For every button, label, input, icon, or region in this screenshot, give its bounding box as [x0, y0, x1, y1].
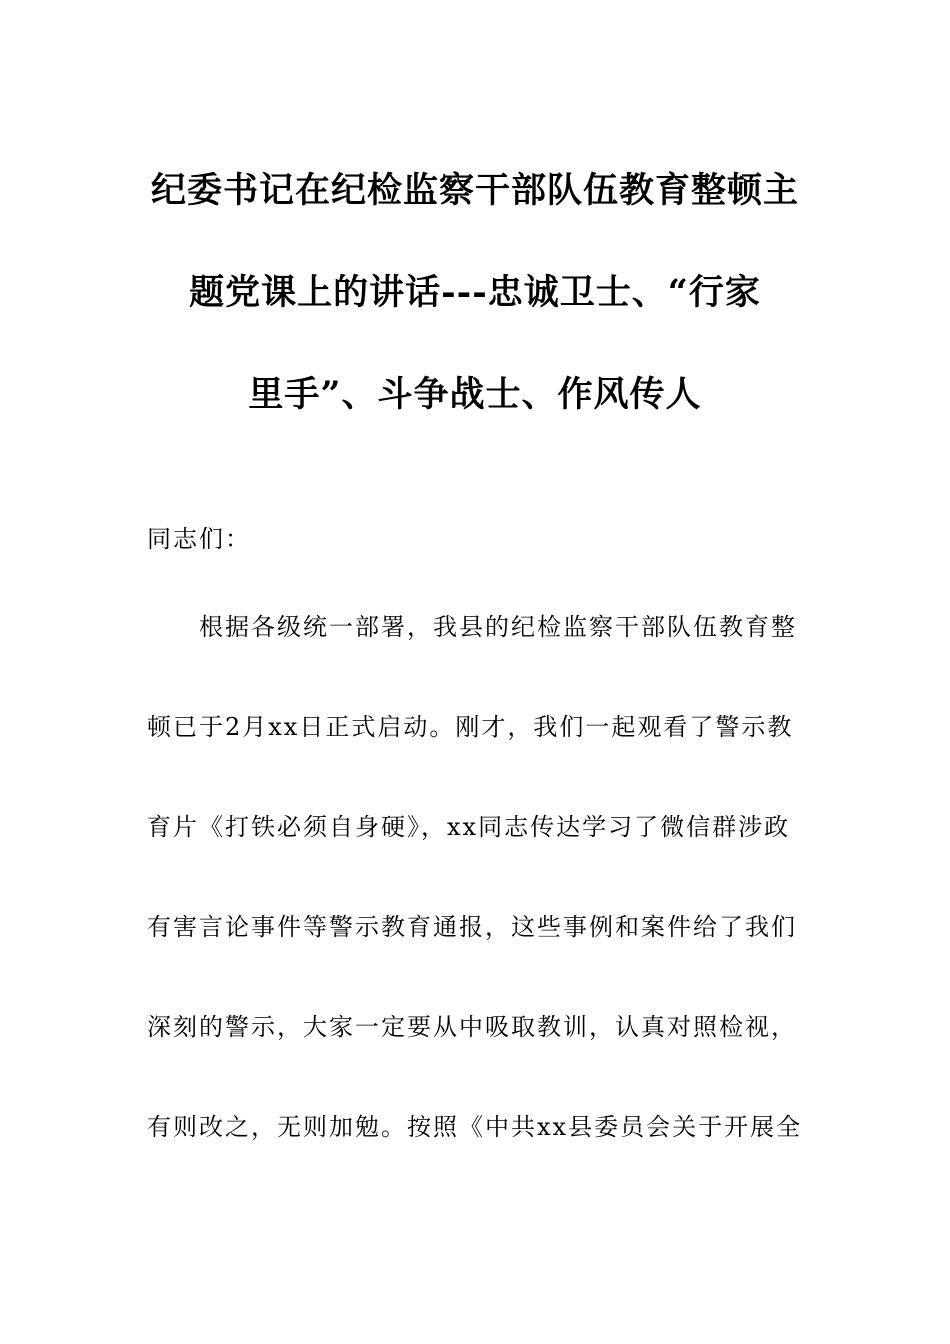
salutation: 同志们： — [147, 525, 251, 553]
document-body — [147, 497, 807, 1185]
title-line-2: 题党课上的讲话---忠诚卫士、“行家 — [189, 272, 761, 313]
document-title — [100, 140, 850, 446]
body-line-3: 育片《打铁必须自身硬》，xx同志传达学习了微信群涉政 — [147, 813, 791, 841]
body-line-2: 顿已于2月xx日正式启动。刚才，我们一起观看了警示教 — [147, 713, 794, 741]
body-line-6: 有则改之，无则加勉。按照《中共xx县委员会关于开展全 — [147, 1113, 803, 1141]
title-line-3: 里手”、斗争战士、作风传人 — [248, 374, 702, 415]
body-line-4: 有害言论事件等警示教育通报，这些事例和案件给了我们 — [147, 913, 797, 941]
body-line-1: 根据各级统一部署，我县的纪检监察干部队伍教育整 — [147, 613, 797, 641]
title-line-1: 纪委书记在纪检监察干部队伍教育整顿主 — [150, 170, 799, 211]
body-line-5: 深刻的警示，大家一定要从中吸取教训，认真对照检视， — [147, 1013, 797, 1041]
